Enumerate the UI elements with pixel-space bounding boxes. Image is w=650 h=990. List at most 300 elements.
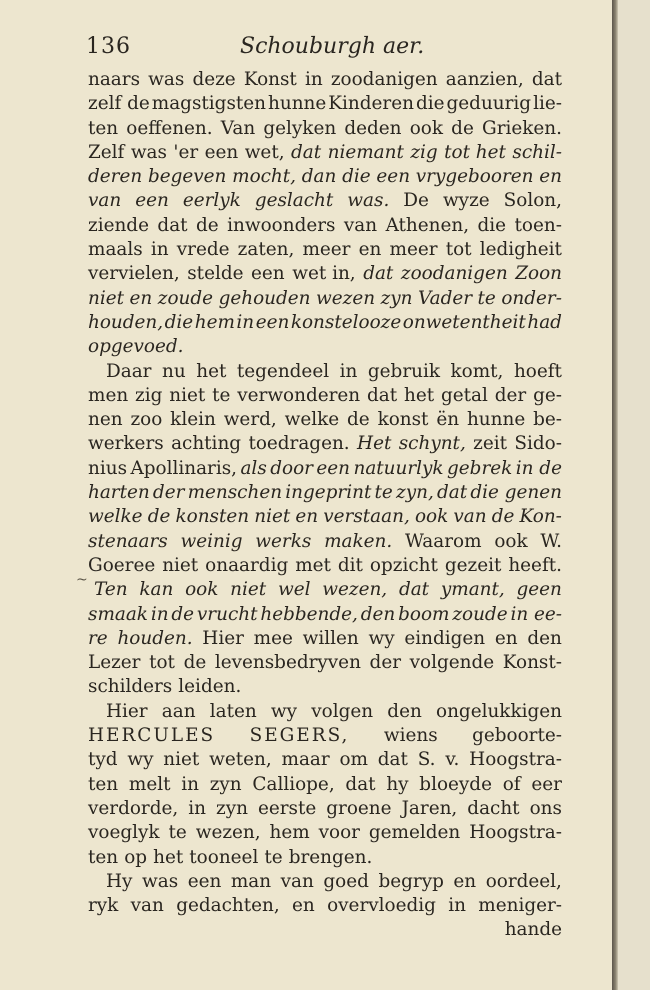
word: eerlyk — [182, 190, 241, 212]
word: opzicht — [369, 554, 438, 576]
word: van — [280, 870, 314, 892]
word: en — [539, 166, 562, 188]
word: wezen — [316, 287, 376, 309]
word: niet — [254, 506, 291, 528]
word: in — [339, 360, 358, 382]
page-header — [86, 30, 566, 66]
text-line — [88, 773, 562, 797]
word: Athenen, — [385, 214, 470, 236]
word: oordeel, — [485, 870, 562, 892]
word: naars — [88, 69, 141, 90]
word: den — [527, 627, 562, 649]
body-text — [88, 68, 562, 943]
text-line — [88, 918, 562, 942]
word: eindigen — [404, 627, 486, 649]
word: was. — [347, 190, 390, 212]
word: ten — [88, 773, 119, 795]
text-line — [88, 627, 562, 651]
word: van — [453, 506, 487, 528]
word: maken. — [324, 530, 393, 552]
text-line — [88, 384, 562, 408]
word: Daar — [106, 360, 152, 382]
word: zyn — [209, 773, 242, 795]
word: werks — [255, 530, 312, 552]
word: komt, — [450, 360, 504, 382]
word: dat — [363, 263, 394, 285]
word: Lezer — [88, 652, 141, 674]
word: dat — [377, 749, 408, 771]
word: meer — [389, 239, 438, 261]
text-line — [88, 603, 562, 627]
word: met — [295, 554, 331, 576]
word: wet, — [244, 141, 285, 163]
word: geen — [516, 579, 562, 601]
word: inwoonders — [227, 214, 336, 236]
word: man — [230, 870, 272, 892]
word: werd, — [223, 409, 277, 431]
word: verstaan, — [323, 506, 410, 528]
word: houden, — [88, 311, 164, 333]
word: wel — [277, 579, 311, 601]
word: de — [171, 603, 195, 625]
word: 'er — [173, 141, 199, 163]
word: maar — [281, 749, 330, 771]
text-line — [88, 68, 562, 92]
word: natuurlyk — [353, 457, 444, 479]
word: hunne — [466, 409, 526, 431]
word: volgen — [311, 700, 374, 722]
word: Zoon — [515, 263, 562, 285]
word: nen — [88, 409, 123, 431]
word: welke — [284, 409, 340, 431]
word: geslacht — [254, 190, 334, 212]
text-line — [88, 675, 562, 699]
word: der — [152, 482, 185, 504]
word: zyn — [216, 797, 248, 819]
word: vervielen, — [88, 263, 180, 285]
word: nu — [162, 360, 186, 382]
word: harten — [88, 482, 150, 504]
word: niet — [230, 579, 267, 601]
word: in — [236, 311, 255, 333]
word: Hier — [202, 627, 244, 649]
word: begeven — [147, 166, 227, 188]
word: gelyken — [263, 117, 337, 139]
text-line — [88, 870, 562, 894]
text-line — [88, 238, 562, 262]
word: goed — [323, 870, 369, 892]
word: tot — [445, 239, 472, 261]
word: in — [150, 603, 169, 625]
word: heeft. — [508, 554, 562, 576]
word: lie- — [533, 93, 562, 115]
text-line — [88, 530, 562, 554]
word: leiden. — [178, 676, 242, 698]
word: zelf de — [88, 93, 150, 115]
word: zoude — [452, 603, 508, 625]
word: Kinderen — [328, 93, 414, 115]
word: deren — [88, 166, 143, 188]
word: dat — [345, 773, 376, 795]
word: in ee- — [510, 603, 562, 625]
word: ongelukkigen — [436, 700, 562, 722]
running-title: Schouburgh aer. — [240, 34, 425, 59]
word: schil- — [512, 141, 562, 163]
word: deden — [344, 117, 402, 139]
word: in de — [515, 457, 562, 479]
word: een — [251, 263, 285, 285]
word: wet in, — [292, 263, 356, 285]
text-line — [88, 408, 562, 432]
word: ën — [436, 409, 460, 431]
word: smaak — [88, 603, 148, 625]
text-line — [88, 894, 562, 918]
word: een — [255, 311, 290, 333]
word: die — [342, 166, 371, 188]
word: Konst — [243, 69, 297, 90]
word: De — [403, 190, 429, 212]
word: was — [130, 141, 167, 163]
word: tooneel — [189, 846, 259, 868]
word: te — [264, 846, 283, 868]
word: dat — [437, 482, 468, 504]
word: van — [88, 190, 122, 212]
word: HERCULES — [88, 725, 216, 747]
word: konst — [377, 409, 429, 431]
word: wyze — [442, 190, 490, 212]
word: en — [494, 627, 518, 649]
word: de — [147, 506, 171, 528]
word: tyd — [88, 749, 118, 771]
word: overvloedig — [327, 895, 436, 917]
word: ge- — [533, 384, 562, 406]
word: wezen, — [195, 822, 261, 844]
word: Hoogstra- — [469, 822, 562, 844]
word: levensbedryven — [214, 652, 361, 674]
word: zig — [135, 384, 163, 406]
word: stelde — [187, 263, 244, 285]
facing-page-edge — [618, 0, 650, 990]
word: zoude — [157, 287, 214, 309]
word: men — [88, 384, 129, 406]
word: opgevoed. — [88, 336, 184, 358]
word: ook — [494, 530, 528, 552]
word: dat — [398, 579, 430, 601]
word: bloeyde — [419, 773, 492, 795]
word: en — [453, 870, 477, 892]
word: den — [387, 700, 422, 722]
word: in — [181, 773, 199, 795]
word: die — [415, 93, 445, 115]
word: tot — [149, 652, 175, 674]
word: Sido- — [514, 433, 562, 455]
word: begryp — [378, 870, 444, 892]
word: konsten — [175, 506, 250, 528]
text-line — [88, 311, 562, 335]
word: hy — [386, 773, 409, 795]
word: het — [153, 846, 184, 868]
word: zaten, — [237, 239, 295, 261]
word: hem — [269, 822, 310, 844]
word: had — [527, 311, 562, 333]
word: niet — [169, 384, 206, 406]
word: die — [477, 214, 507, 236]
word: zoo — [130, 409, 163, 431]
word: hoeft — [513, 360, 562, 382]
word: zyn, — [396, 482, 434, 504]
word: niet — [88, 287, 125, 309]
text-line — [88, 554, 562, 578]
word: Grieken. — [482, 117, 562, 139]
word: achting — [171, 433, 242, 455]
word: brengen. — [288, 846, 373, 868]
word: dat — [367, 384, 398, 406]
word: door — [270, 457, 313, 479]
word: niet — [163, 749, 200, 771]
word: eerste — [257, 797, 317, 819]
word: om — [339, 749, 368, 771]
word: dat — [531, 69, 562, 90]
word: re — [88, 627, 108, 649]
word: verdorde, — [88, 797, 179, 819]
text-line — [88, 578, 562, 602]
word: hem — [194, 311, 235, 333]
text-line — [88, 360, 562, 384]
word: van — [130, 895, 164, 917]
word: Hoogstra- — [469, 749, 562, 771]
text-line — [88, 92, 562, 116]
word: klein — [170, 409, 216, 431]
word: voeglyk — [88, 822, 160, 844]
text-line — [88, 117, 562, 141]
word: wy — [127, 749, 154, 771]
word: oeffenen. — [126, 117, 213, 139]
word: be- — [533, 409, 562, 431]
word: boom — [398, 603, 450, 625]
word: dat — [157, 214, 188, 236]
word: ziende — [88, 214, 149, 236]
word: welke — [88, 506, 143, 528]
word: stenaars — [88, 530, 168, 552]
word: dat — [291, 141, 322, 163]
word: ymant, — [440, 579, 505, 601]
word: gehouden — [218, 287, 311, 309]
word: het — [196, 360, 227, 382]
text-line — [88, 287, 562, 311]
word: schynt, — [398, 433, 466, 455]
word: konstelooze — [290, 311, 402, 333]
word: zyn — [380, 287, 413, 309]
word: in — [150, 239, 169, 261]
word: v. — [445, 749, 460, 771]
word: ook — [185, 579, 219, 601]
word: nius — [88, 457, 128, 479]
word: Apollinaris, — [130, 457, 238, 479]
text-line — [88, 481, 562, 505]
word: gezeit — [444, 554, 502, 576]
word: zoodanigen — [400, 263, 508, 285]
word: de — [451, 117, 474, 139]
word: die genen — [470, 482, 562, 504]
word: Zelf — [88, 141, 125, 163]
word: magstigsten — [151, 93, 266, 115]
word: te — [374, 482, 393, 504]
word: en — [292, 895, 315, 917]
word: melt — [128, 773, 171, 795]
word: op — [124, 846, 148, 868]
word: te — [212, 384, 231, 406]
word: wy — [270, 700, 298, 722]
page-number: 136 — [86, 34, 131, 59]
text-line — [88, 505, 562, 529]
word: schilders — [88, 676, 173, 698]
word: vrygebooren — [415, 166, 534, 188]
word: laten — [209, 700, 257, 722]
word: die — [164, 311, 194, 333]
word: de — [347, 409, 370, 431]
word: onder- — [501, 287, 562, 309]
word: in — [304, 69, 323, 90]
word: aanzien, — [445, 69, 524, 90]
word: Het — [357, 433, 392, 455]
word: S. — [417, 749, 436, 771]
word: mocht, — [232, 166, 297, 188]
word: hebbende, — [260, 603, 358, 625]
word: weinig — [180, 530, 243, 552]
word: Goeree — [88, 554, 156, 576]
word: een — [135, 190, 169, 212]
word: houden. — [117, 627, 193, 649]
word: Ten — [94, 579, 128, 601]
word: de — [491, 506, 515, 528]
word: eer — [531, 773, 562, 795]
word: getal — [441, 384, 488, 406]
word: een — [204, 141, 239, 163]
text-line — [88, 797, 562, 821]
word: mee — [253, 627, 293, 649]
word: te — [477, 287, 496, 309]
word: geduurig — [446, 93, 532, 115]
word: geboorte- — [472, 725, 562, 747]
text-line — [88, 651, 562, 675]
word: ook — [409, 117, 443, 139]
word: Hier — [106, 700, 148, 722]
word: meniger- — [478, 895, 562, 917]
word: ingeprint — [285, 482, 372, 504]
word: onaardig — [205, 554, 289, 576]
word: Kon- — [519, 506, 562, 528]
text-line — [88, 724, 562, 748]
text-line — [88, 432, 562, 456]
word: Solon, — [503, 190, 562, 212]
word: in — [448, 895, 466, 917]
word: wy — [368, 627, 395, 649]
word: gebrek — [447, 457, 513, 479]
text-line — [88, 748, 562, 772]
word: toedragen. — [248, 433, 350, 455]
text-line — [88, 457, 562, 481]
text-line — [88, 165, 562, 189]
word: Calliope, — [252, 773, 335, 795]
text-line — [88, 141, 562, 165]
word: vrede — [176, 239, 230, 261]
word: te — [168, 822, 187, 844]
word: werkers — [88, 433, 164, 455]
word: Waarom — [404, 530, 482, 552]
word: als — [240, 457, 267, 479]
text-line — [88, 846, 562, 870]
word: zig — [410, 141, 438, 163]
word: der — [369, 652, 401, 674]
word: Jaren, — [401, 797, 458, 819]
word: Hy — [106, 870, 133, 892]
word: gemelden — [368, 822, 461, 844]
word: ledigheit — [479, 239, 562, 261]
word: dit — [337, 554, 363, 576]
word: de — [183, 652, 207, 674]
word: was — [148, 69, 185, 90]
word: deze — [192, 69, 236, 90]
word: SEGERS, — [249, 725, 350, 747]
word: het — [404, 384, 435, 406]
word: aan — [161, 700, 196, 722]
word: tegendeel — [236, 360, 330, 382]
word: ten — [88, 117, 119, 139]
word: niemant — [327, 141, 404, 163]
word: groene — [326, 797, 392, 819]
text-line — [88, 214, 562, 238]
word: wezen, — [322, 579, 388, 601]
word: dan — [301, 166, 337, 188]
word: kan — [139, 579, 174, 601]
word: niet — [162, 554, 199, 576]
word: verwonderen — [237, 384, 361, 406]
word: W. — [540, 530, 562, 552]
text-line — [88, 821, 562, 845]
word: meer — [302, 239, 351, 261]
word: in — [188, 797, 206, 819]
word: tot het — [444, 141, 506, 163]
word: Konst- — [502, 652, 562, 674]
word: willen — [302, 627, 359, 649]
word: toen- — [514, 214, 562, 236]
word: van — [343, 214, 378, 236]
word: een — [376, 166, 411, 188]
word: gedachten, — [176, 895, 280, 917]
word: zoodanigen — [330, 69, 438, 90]
word: Van — [220, 117, 256, 139]
word: was — [141, 870, 179, 892]
word: weten, — [209, 749, 272, 771]
word: dacht — [467, 797, 520, 819]
word: of — [502, 773, 521, 795]
word: Vader — [418, 287, 473, 309]
word: vrucht — [196, 603, 258, 625]
word: volgende — [409, 652, 495, 674]
word: een — [316, 457, 351, 479]
word: wiens — [383, 725, 438, 747]
word: voor — [318, 822, 360, 844]
text-line — [88, 189, 562, 213]
word: gebruik — [367, 360, 440, 382]
word: en — [129, 287, 153, 309]
word: menschen — [187, 482, 283, 504]
word: ons — [529, 797, 562, 819]
word: en — [295, 506, 319, 528]
word: en — [358, 239, 382, 261]
margin-mark: ~ — [76, 572, 88, 588]
word: maals — [88, 239, 143, 261]
